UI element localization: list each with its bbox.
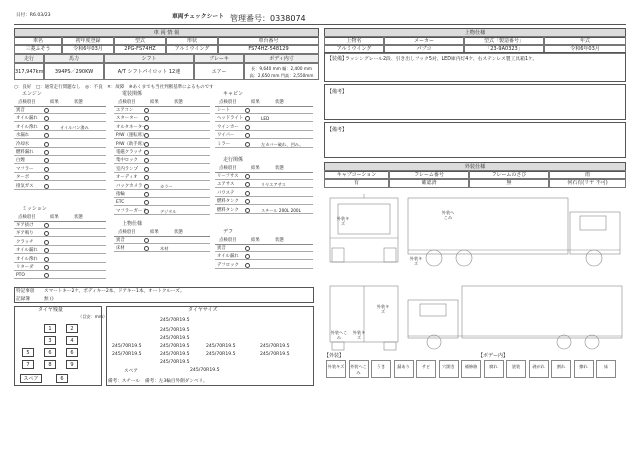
damage-label-1: 外装キズ bbox=[336, 216, 350, 226]
engine-item: マフラー bbox=[16, 166, 34, 172]
electric-row bbox=[114, 107, 210, 114]
upper_check-col-2: 状態 bbox=[174, 230, 183, 235]
engine-row bbox=[14, 157, 106, 164]
upper-equip-text: ラッシングレール2段、引き出しフック5対、LED庫内灯4ケ、右ステンレス製工具箱1ケ。 bbox=[345, 57, 538, 62]
cabin-item: ワイパー bbox=[217, 133, 235, 139]
truck-diagram-side bbox=[404, 190, 626, 270]
suspension-col-2: 状態 bbox=[275, 166, 284, 171]
gate-row bbox=[215, 245, 313, 252]
upper-other-box bbox=[324, 84, 626, 120]
electric-row bbox=[114, 208, 210, 215]
suspension-note: スチール 200L 200L bbox=[261, 207, 301, 213]
engine-check bbox=[44, 142, 49, 147]
ext-val-1: 確認済 bbox=[389, 178, 469, 188]
legend-item: うき bbox=[371, 360, 391, 378]
upper_check-item: 異音 bbox=[116, 238, 125, 243]
cabin-note: 左カバー破れ、凹み。 bbox=[261, 141, 304, 147]
cabin-check bbox=[245, 142, 250, 147]
engine-col-1: 結果 bbox=[50, 100, 59, 105]
electric-item: オーディオ bbox=[116, 175, 138, 181]
legend-ext-label: 【外装】 bbox=[324, 353, 345, 359]
upper_check-row bbox=[114, 245, 210, 252]
engine-check bbox=[44, 108, 49, 113]
reg-col-3: 形状 bbox=[166, 36, 218, 46]
mission-row bbox=[14, 256, 106, 263]
cabin-item: ヘッドライト bbox=[217, 116, 244, 122]
tire-size: 245/70R19.5 bbox=[112, 352, 142, 357]
ext-val-2: 無 bbox=[469, 178, 549, 188]
electric-check bbox=[144, 209, 149, 214]
truck-diagram-front bbox=[324, 190, 404, 270]
mission-col-0: 点検項目 bbox=[18, 215, 36, 220]
upper-val-0: アルミウイング bbox=[324, 44, 384, 54]
engine-check bbox=[44, 167, 49, 172]
ext-val-0: 有 bbox=[324, 178, 389, 188]
suspension-item: エアサス bbox=[217, 182, 235, 188]
suspension-item: パワステ bbox=[217, 190, 235, 196]
tire-size: 245/70R19.5 bbox=[160, 336, 190, 341]
legend-item: 剥がれ bbox=[529, 360, 549, 378]
tire-size: 245/70R19.5 bbox=[260, 344, 290, 349]
tire-title: タイヤ残量 bbox=[38, 307, 63, 313]
cabin-col-0: 点検項目 bbox=[219, 100, 237, 105]
cabin-item: ウインカー bbox=[217, 124, 239, 130]
upper-col-1: メーカー bbox=[384, 36, 464, 46]
electric-row bbox=[114, 157, 210, 164]
electric-item: P/W（運転席） bbox=[116, 133, 147, 139]
electric-title: 電装関係 bbox=[122, 91, 143, 97]
legend-item: サビ bbox=[416, 360, 436, 378]
wheel-note: 備考：スチール bbox=[108, 379, 140, 384]
mission-item: PTO bbox=[16, 273, 25, 279]
mission-row bbox=[14, 239, 106, 246]
electric-row bbox=[114, 166, 210, 173]
upper_check-col-0: 点検項目 bbox=[118, 230, 136, 235]
upper-col-3: 年式 bbox=[544, 36, 626, 46]
cabin-col-1: 結果 bbox=[251, 100, 260, 105]
engine-row bbox=[14, 141, 106, 148]
reg-val-3: アルミウイング bbox=[166, 44, 218, 54]
mission-check bbox=[44, 240, 49, 245]
engine-item: 冷却水 bbox=[16, 141, 30, 147]
engine-item: 水漏れ bbox=[16, 133, 30, 139]
electric-item: スターター bbox=[116, 116, 138, 122]
tire-box-item: 3 bbox=[44, 336, 56, 345]
engine-item: オイル滲れ bbox=[16, 124, 38, 130]
body-dims-line-1: 長：9,640 mm 幅：2,400 mm bbox=[250, 66, 313, 71]
upper-col-0: 上物名 bbox=[324, 36, 384, 46]
suspension-row bbox=[215, 190, 313, 197]
engine-check bbox=[44, 116, 49, 121]
special-text: スマートキー2ケ、ボディキー2本、ドアキー1本、オートクルーズ。 bbox=[44, 289, 185, 294]
electric-col-2: 状態 bbox=[174, 100, 183, 105]
tire-size: 245/70R19.5 bbox=[160, 360, 190, 365]
legend-item: 外装キズ bbox=[326, 360, 346, 378]
mission-row bbox=[14, 264, 106, 271]
suspension-col-1: 結果 bbox=[251, 166, 260, 171]
reg-section-title: 車 両 情 報 bbox=[14, 28, 319, 38]
truck-diagram-side-2 bbox=[404, 282, 626, 352]
gate-row bbox=[215, 262, 313, 269]
damage-label-6: 外装キズ bbox=[352, 330, 366, 340]
cabin-col-2: 状態 bbox=[275, 100, 284, 105]
reg-col2-3: ブレーキ bbox=[194, 54, 244, 64]
engine-item: ターボ bbox=[16, 175, 30, 181]
tire-size: 245/70R19.5 bbox=[206, 344, 236, 349]
reg-val-2: 2PG-FS74HZ bbox=[114, 44, 166, 54]
gate-item: オイル漏れ bbox=[217, 254, 239, 260]
electric-item: エアコン bbox=[116, 108, 134, 113]
electric-item: ETC bbox=[116, 200, 125, 206]
damage-label-4: 外装キズ bbox=[376, 304, 390, 314]
electric-row bbox=[114, 115, 210, 122]
engine-check bbox=[44, 184, 49, 189]
gate-col-2: 状態 bbox=[275, 238, 284, 243]
electric-row bbox=[114, 174, 210, 181]
reg-col2-0: 走行 bbox=[14, 54, 44, 64]
reg-col-4: 車台番号 bbox=[218, 36, 319, 46]
engine-row bbox=[14, 124, 106, 131]
cabin-item: ミラー bbox=[217, 141, 231, 147]
engine-check bbox=[44, 150, 49, 155]
tire-spare-num: 6 bbox=[56, 374, 68, 383]
upper-val-1: パブコ bbox=[384, 44, 464, 54]
electric-item: 集中ロック bbox=[116, 158, 138, 164]
suspension-row bbox=[215, 181, 313, 188]
mission-item: リターダ bbox=[16, 265, 34, 270]
suspension-row bbox=[215, 198, 313, 205]
mission-item: オイル漏れ bbox=[16, 248, 38, 254]
electric-col-1: 結果 bbox=[150, 100, 159, 105]
mission-col-1: 結果 bbox=[50, 215, 59, 220]
ext-col-1: フレーム番号 bbox=[389, 170, 469, 180]
electric-check bbox=[144, 200, 149, 205]
electric-item: 電磁クラッチ bbox=[116, 150, 143, 155]
tire-size: 245/70R19.5 bbox=[260, 352, 290, 357]
engine-row bbox=[14, 183, 106, 190]
electric-row bbox=[114, 183, 210, 190]
electric-row bbox=[114, 132, 210, 139]
upper_check-row bbox=[114, 237, 210, 244]
electric-item: バックカメラ bbox=[116, 183, 143, 189]
suspension-check bbox=[245, 174, 250, 179]
wheel-extra: 備考：左3輪目外側ダンペリ。 bbox=[145, 379, 208, 384]
gate-title: デフ bbox=[223, 229, 234, 235]
tire-size-title: タイヤサイズ bbox=[188, 307, 218, 313]
truck-diagram-rear bbox=[324, 282, 404, 352]
cabin-title: キャビン bbox=[223, 91, 244, 97]
upper-notes-label: 【備考】 bbox=[327, 127, 348, 133]
electric-check bbox=[144, 192, 149, 197]
engine-row bbox=[14, 107, 106, 114]
suspension-row bbox=[215, 173, 313, 180]
mission-check bbox=[44, 248, 49, 253]
tire-size: 245/70R19.5 bbox=[160, 318, 190, 323]
legend-item: 割れ bbox=[551, 360, 571, 378]
tire-box-item: 6 bbox=[44, 348, 56, 357]
reg-col-1: 初年度登録 bbox=[62, 36, 114, 46]
suspension-item: リーフサス bbox=[217, 174, 239, 179]
cabin-check bbox=[245, 116, 250, 121]
electric-row bbox=[114, 149, 210, 156]
damage-label-5: 外装へこみ bbox=[330, 330, 348, 340]
electric-row bbox=[114, 141, 210, 148]
gate-item: デフロック bbox=[217, 262, 239, 268]
reg-col-2: 型式 bbox=[114, 36, 166, 46]
engine-item: 白煙 bbox=[16, 158, 25, 164]
record-label: 記録簿 bbox=[16, 297, 30, 302]
tire-box-item: 2 bbox=[66, 324, 78, 333]
legend-item: 外装へこみ bbox=[349, 360, 369, 378]
reg-val2-0: 317,947km bbox=[14, 62, 44, 80]
damage-label-2: 外装へこみ bbox=[441, 210, 455, 220]
gate-col-0: 点検項目 bbox=[219, 238, 237, 243]
legend-item: 床 bbox=[596, 360, 616, 378]
mission-row bbox=[14, 272, 106, 279]
cabin-note: LED bbox=[261, 116, 270, 122]
mission-check bbox=[44, 223, 49, 228]
mission-check bbox=[44, 257, 49, 262]
mission-item: クラッチ bbox=[16, 239, 34, 245]
suspension-title: 走行関係 bbox=[223, 157, 244, 163]
suspension-row bbox=[215, 207, 313, 214]
tire-box-item: 5 bbox=[22, 348, 34, 357]
engine-item: オイル漏れ bbox=[16, 116, 38, 122]
upper-val-2: 「23-9A0323」 bbox=[464, 44, 544, 54]
electric-item: 室内ランプ bbox=[116, 166, 138, 172]
engine-check bbox=[44, 175, 49, 180]
tire-size: 245/70R19.5 bbox=[160, 352, 190, 357]
engine-check bbox=[44, 125, 49, 130]
suspension-item: 燃料タンク bbox=[217, 199, 239, 205]
mission-row bbox=[14, 222, 106, 229]
electric-check bbox=[144, 142, 149, 147]
cabin-item: シート bbox=[217, 108, 231, 113]
gate-check bbox=[245, 263, 250, 268]
suspension-note: リヤエアサス bbox=[261, 182, 286, 188]
reg-val-0: 三菱ふそう bbox=[14, 44, 62, 54]
engine-item: 燃料漏れ bbox=[16, 150, 34, 155]
upper-val-3: 令和6年03月 bbox=[544, 44, 626, 54]
upper_check-note: 木材 bbox=[160, 246, 169, 252]
tire-box-item: 9 bbox=[66, 360, 78, 369]
tire-box-item: 7 bbox=[22, 360, 34, 369]
electric-item: P/W（助手席） bbox=[116, 141, 147, 147]
mission-row bbox=[14, 230, 106, 237]
engine-title: エンジン bbox=[22, 91, 42, 97]
engine-check bbox=[44, 158, 49, 163]
mgmt-number: 管理番号：0338074 bbox=[230, 14, 306, 23]
tire-box-item: 4 bbox=[66, 336, 78, 345]
reg-val2-3: エアー bbox=[194, 62, 244, 80]
suspension-col-0: 点検項目 bbox=[219, 166, 237, 171]
gate-row bbox=[215, 253, 313, 260]
electric-check bbox=[144, 184, 149, 189]
electric-item: マフラーガード bbox=[116, 208, 147, 214]
tire-size: 245/70R19.5 bbox=[160, 344, 190, 349]
body-dims-line-2: 高：2,650 mm 門高：2,550mm bbox=[249, 73, 314, 78]
mission-item: オイル滲れ bbox=[16, 256, 38, 262]
gate-check bbox=[245, 246, 250, 251]
upper-col-2: 型式「製造番号」 bbox=[464, 36, 544, 46]
cabin-check bbox=[245, 133, 250, 138]
tire-size: 245/70R19.5 bbox=[160, 328, 190, 333]
electric-row bbox=[114, 199, 210, 206]
tire-spare-size: 245/70R19.5 bbox=[190, 368, 220, 373]
reg-col2-2: シフト bbox=[104, 54, 194, 64]
legend-item: 穴開き bbox=[439, 360, 459, 378]
header-date: 日付：R6.03/23 bbox=[16, 13, 51, 18]
electric-check bbox=[144, 150, 149, 155]
engine-check bbox=[44, 133, 49, 138]
engine-item: 排気ガス bbox=[16, 183, 34, 189]
legend-item: 塗装 bbox=[506, 360, 526, 378]
upper-other-label: 【備考】 bbox=[327, 89, 348, 95]
reg-val2-2: A/T シフトパイロット 12速 bbox=[104, 62, 194, 80]
ext-col-0: キャブコーション bbox=[324, 170, 389, 180]
engine-col-0: 点検項目 bbox=[18, 100, 36, 105]
cabin-check bbox=[245, 108, 250, 113]
mission-col-2: 状態 bbox=[74, 215, 83, 220]
upper_check-col-1: 結果 bbox=[150, 230, 159, 235]
engine-note: オイルパン滲み bbox=[60, 124, 89, 130]
reg-val-4: FS74HZ-548129 bbox=[218, 44, 319, 54]
upper-notes-box bbox=[324, 122, 626, 158]
tire-unit: （目安：mm） bbox=[78, 314, 108, 319]
cabin-row bbox=[215, 132, 313, 139]
electric-check bbox=[144, 108, 149, 113]
legend-item: 補修跡 bbox=[461, 360, 481, 378]
electric-check bbox=[144, 158, 149, 163]
ext-col-2: フレームのさび bbox=[469, 170, 549, 180]
suspension-check bbox=[245, 191, 250, 196]
suspension-item: 燃料タンク bbox=[217, 207, 239, 213]
engine-col-2: 状態 bbox=[74, 100, 83, 105]
legend-body-label: 【ボデー内】 bbox=[478, 353, 509, 359]
cabin-row bbox=[215, 141, 313, 148]
tire-spare-row-label: スペア bbox=[124, 369, 138, 374]
mission-item: ギア鳴り bbox=[16, 231, 34, 237]
electric-col-0: 点検項目 bbox=[118, 100, 136, 105]
special-label: 特記事項 bbox=[16, 289, 35, 294]
engine-row bbox=[14, 132, 106, 139]
upper_check-check bbox=[144, 246, 149, 251]
damage-label-3: 外装キズ bbox=[409, 256, 423, 266]
mission-item: ギア抜け bbox=[16, 223, 34, 228]
electric-check bbox=[144, 116, 149, 121]
legend-line: ○：良好 □：通常走行問題なし ◎：不良 ✕：故障 ※あくまでも当社判断基準によるものです bbox=[14, 85, 214, 90]
electric-check bbox=[144, 175, 149, 180]
electric-note: カラー bbox=[160, 183, 173, 189]
electric-row bbox=[114, 191, 210, 198]
gate-item: 異音 bbox=[217, 246, 226, 251]
cabin-row bbox=[215, 115, 313, 122]
electric-item: 指輪 bbox=[116, 192, 125, 197]
engine-row bbox=[14, 149, 106, 156]
reg-body-dims bbox=[244, 62, 319, 80]
legend-item: 腐れ bbox=[484, 360, 504, 378]
suspension-check bbox=[245, 208, 250, 213]
mission-row bbox=[14, 247, 106, 254]
cabin-check bbox=[245, 125, 250, 130]
engine-row bbox=[14, 174, 106, 181]
upper_check-item: 床材 bbox=[116, 246, 125, 252]
header-rule bbox=[14, 24, 626, 25]
reg-col-0: 車名 bbox=[14, 36, 62, 46]
tire-box-item: 8 bbox=[44, 360, 56, 369]
upper-section-title: 上物仕様 bbox=[324, 28, 626, 38]
tire-box-item: 6 bbox=[66, 348, 78, 357]
engine-row bbox=[14, 166, 106, 173]
mission-title: ミッション bbox=[22, 206, 47, 212]
mission-check bbox=[44, 273, 49, 278]
reg-val2-1: 394PS／290KW bbox=[44, 62, 104, 80]
tire-size: 245/70R19.5 bbox=[112, 344, 142, 349]
reg-val-1: 令和6年03月 bbox=[62, 44, 114, 54]
electric-item: オルタネーター bbox=[116, 124, 147, 130]
gate-check bbox=[245, 254, 250, 259]
reg-col2-4: ボディ内寸 bbox=[244, 54, 319, 64]
reg-col2-1: 馬力 bbox=[44, 54, 104, 64]
electric-check bbox=[144, 167, 149, 172]
mission-check bbox=[44, 231, 49, 236]
tire-size: 245/70R19.5 bbox=[206, 352, 236, 357]
engine-item: 異音 bbox=[16, 108, 25, 113]
electric-note: デジタル bbox=[160, 208, 177, 214]
upper-equip-label: 【装備】 bbox=[327, 56, 348, 62]
electric-check bbox=[144, 133, 149, 138]
suspension-check bbox=[245, 182, 250, 187]
electric-check bbox=[144, 125, 149, 130]
ext-val-3: 何石有(リヤ 不可) bbox=[549, 178, 626, 188]
exterior-section-title: 外装仕様 bbox=[324, 162, 626, 172]
record-val: 無 () bbox=[44, 297, 54, 302]
electric-row bbox=[114, 124, 210, 131]
upper_check-check bbox=[144, 238, 149, 243]
ext-col-3: 雨 bbox=[549, 170, 626, 180]
tire-box-item: 1 bbox=[44, 324, 56, 333]
mission-check bbox=[44, 265, 49, 270]
legend-item: 擦れ bbox=[574, 360, 594, 378]
gate-col-1: 結果 bbox=[251, 238, 260, 243]
suspension-check bbox=[245, 199, 250, 204]
legend-item: 錆あり bbox=[394, 360, 414, 378]
doc-title: 車両チェックシート bbox=[172, 14, 224, 20]
cabin-row bbox=[215, 124, 313, 131]
engine-row bbox=[14, 115, 106, 122]
cabin-row bbox=[215, 107, 313, 114]
upper_check-title: 上物仕様 bbox=[122, 221, 143, 227]
tire-spare-label: スペア bbox=[20, 374, 42, 383]
